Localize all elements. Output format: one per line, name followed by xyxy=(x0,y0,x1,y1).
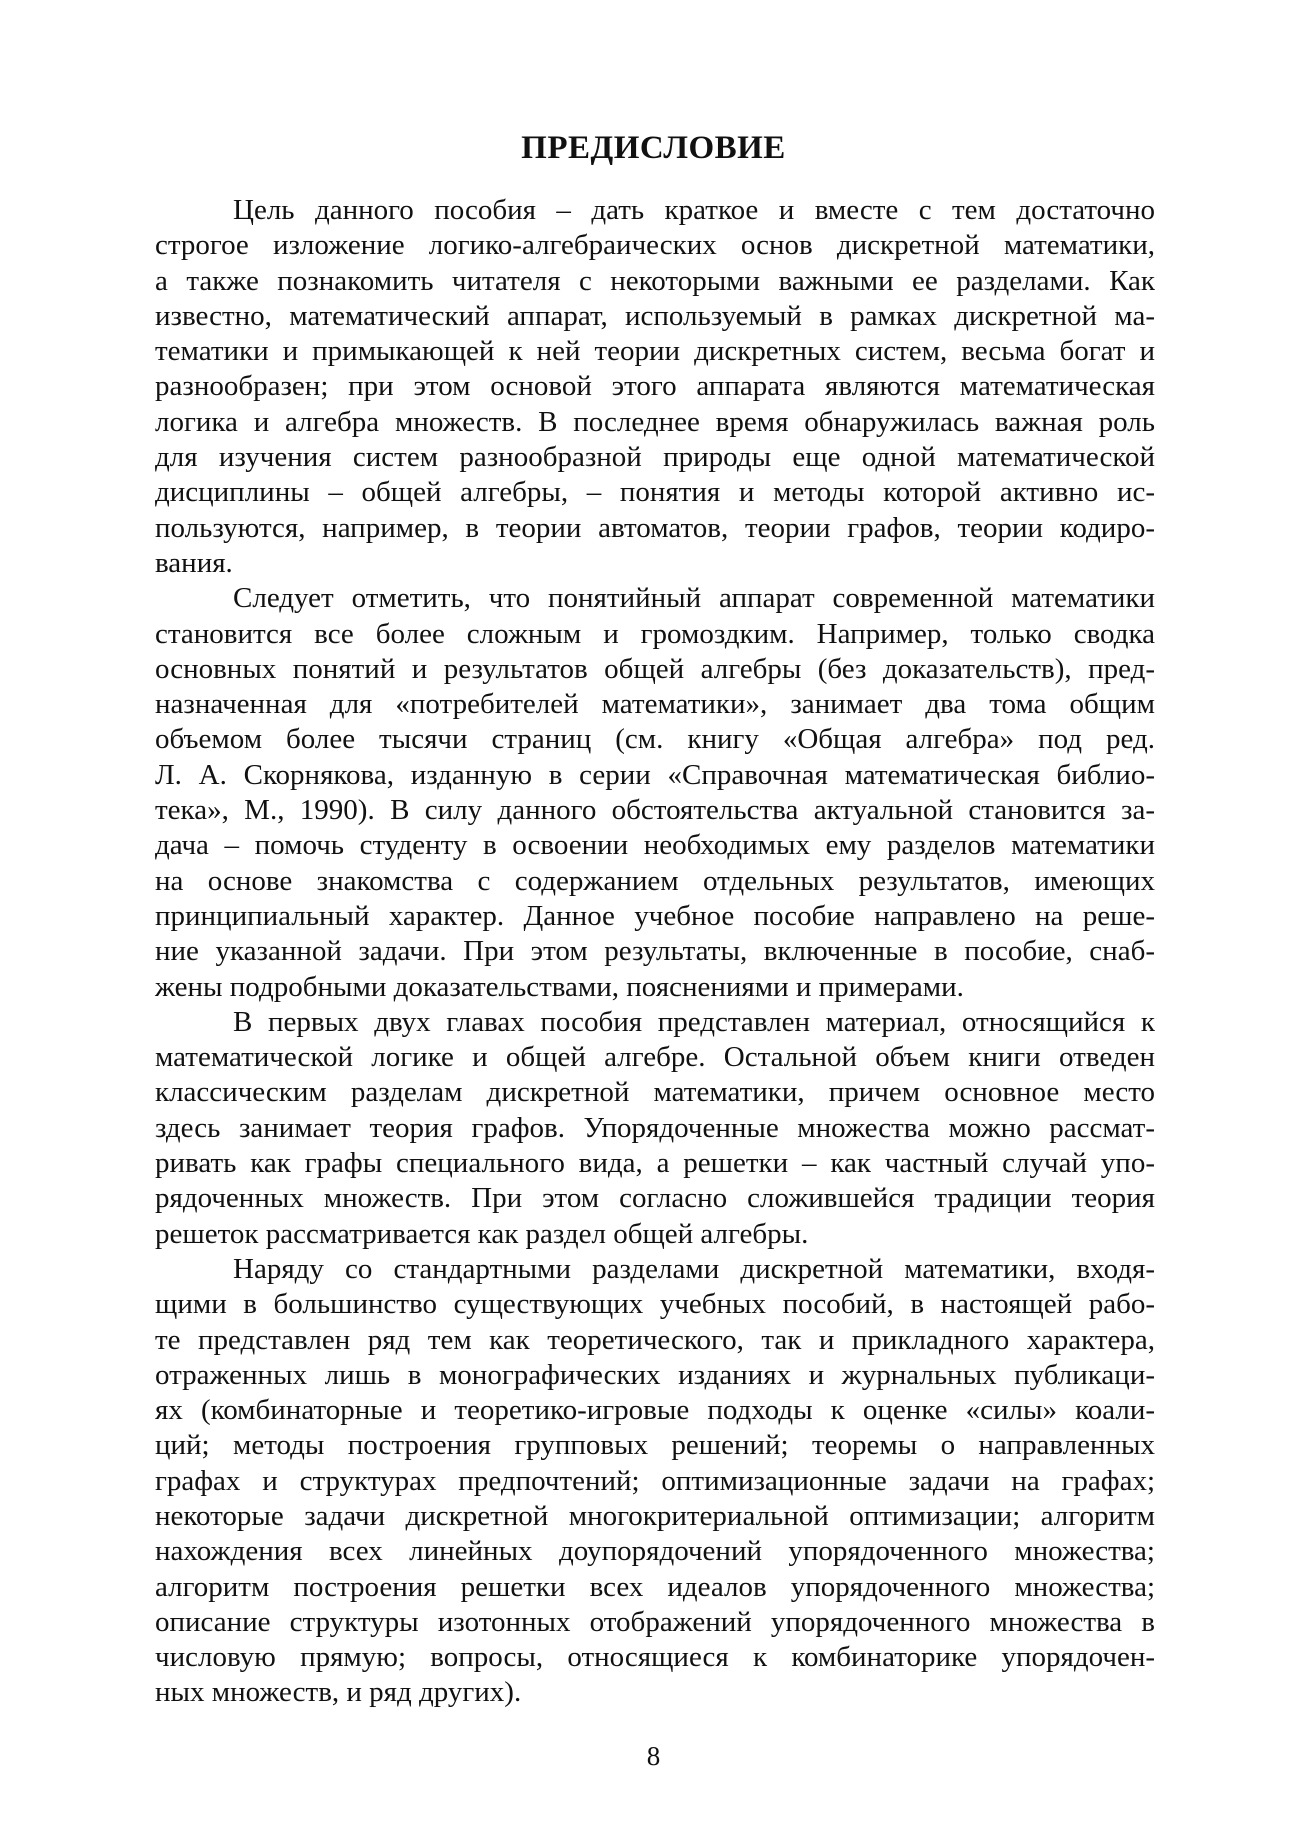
paragraph xyxy=(155,193,1155,581)
paragraph xyxy=(155,1005,1155,1252)
text-line: ях (комбинаторные и теоретико-игровые подходы к оценке «силы» коали- xyxy=(155,1394,1155,1427)
text-line: ных множеств, и ряд других). xyxy=(155,1676,522,1709)
text-line: ние указанной задачи. При этом результаты, включенные в пособие, снаб- xyxy=(155,935,1155,968)
text-line: тематики и примыкающей к ней теории дискретных систем, весьма богат и xyxy=(155,335,1155,368)
text-line: тека», М., 1990). В силу данного обстоятельства актуальной становится за- xyxy=(155,794,1155,827)
text-line: описание структуры изотонных отображений упорядоченного множества в xyxy=(155,1605,1155,1638)
text-line: щими в большинство существующих учебных пособий, в настоящей рабо- xyxy=(155,1288,1155,1321)
text-line: ривать как графы специального вида, а решетки – как частный случай упо- xyxy=(155,1147,1155,1180)
text-line: те представлен ряд тем как теоретического, так и прикладного характера, xyxy=(155,1323,1155,1356)
paragraph xyxy=(155,581,1155,1005)
paragraph xyxy=(155,1252,1155,1711)
text-line: Цель данного пособия – дать краткое и вместе с тем достаточно xyxy=(233,194,1155,226)
text-line: для изучения систем разнообразной природы еще одной математической xyxy=(155,441,1155,474)
text-line: Следует отметить, что понятийный аппарат современной математики xyxy=(233,582,1155,615)
text-line: строгое изложение логико-алгебраических основ дискретной математики, xyxy=(155,229,1155,262)
text-line: В первых двух главах пособия представлен материал, относящийся к xyxy=(233,1005,1155,1038)
text-line: ций; методы построения групповых решений; теоремы о направленных xyxy=(155,1429,1155,1462)
text-line: жены подробными доказательствами, пояснениями и примерами. xyxy=(155,970,964,1003)
text-line: разнообразен; при этом основой этого аппарата являются математическая xyxy=(155,370,1155,403)
text-line: графах и структурах предпочтений; оптимизационные задачи на графах; xyxy=(155,1464,1155,1497)
text-line: некоторые задачи дискретной многокритериальной оптимизации; алгоритм xyxy=(155,1499,1155,1532)
text-line: классическим разделам дискретной математики, причем основное место xyxy=(155,1076,1155,1109)
text-line: пользуются, например, в теории автоматов, теории графов, теории кодиро- xyxy=(155,511,1155,544)
text-line: принципиальный характер. Данное учебное пособие направлено на реше- xyxy=(155,899,1155,932)
text-line: нахождения всех линейных доупорядочений упорядоченного множества; xyxy=(155,1535,1155,1568)
text-line: дача – помочь студенту в освоении необходимых ему разделов математики xyxy=(155,829,1155,862)
text-line: назначенная для «потребителей математики», занимает два тома общим xyxy=(155,688,1155,721)
text-line: вания. xyxy=(155,546,233,579)
text-line: Л. А. Скорнякова, изданную в серии «Справочная математическая библио- xyxy=(155,758,1155,791)
text-line: отраженных лишь в монографических изданиях и журнальных публикаци- xyxy=(155,1358,1155,1391)
text-line: здесь занимает теория графов. Упорядоченные множества можно рассмат- xyxy=(155,1111,1155,1144)
text-line: на основе знакомства с содержанием отдельных результатов, имеющих xyxy=(155,864,1155,897)
text-line: логика и алгебра множеств. В последнее время обнаружилась важная роль xyxy=(155,405,1155,438)
text-line: дисциплины – общей алгебры, – понятия и методы которой активно ис- xyxy=(155,476,1155,509)
text-line: основных понятий и результатов общей алгебры (без доказательств), пред- xyxy=(155,652,1155,685)
page-title: ПРЕДИСЛОВИЕ xyxy=(521,130,786,166)
text-line: числовую прямую; вопросы, относящиеся к комбинаторике упорядочен- xyxy=(155,1641,1155,1674)
text-line: рядоченных множеств. При этом согласно сложившейся традиции теория xyxy=(155,1182,1155,1215)
text-line: математической логике и общей алгебре. Остальной объем книги отведен xyxy=(155,1041,1155,1074)
page-number: 8 xyxy=(646,1741,661,1771)
text-line: известно, математический аппарат, используемый в рамках дискретной ма- xyxy=(155,299,1155,332)
text-line: объемом более тысячи страниц (см. книгу «Общая алгебра» под ред. xyxy=(155,723,1155,756)
text-line: решеток рассматривается как раздел общей алгебры. xyxy=(155,1217,809,1250)
text-line: Наряду со стандартными разделами дискретной математики, входя- xyxy=(233,1252,1155,1285)
text-line: а также познакомить читателя с некоторыми важными ее разделами. Как xyxy=(155,264,1155,297)
text-line: становится все более сложным и громоздким. Например, только сводка xyxy=(155,617,1155,650)
document-body xyxy=(155,193,1155,1711)
text-line: алгоритм построения решетки всех идеалов упорядоченного множества; xyxy=(155,1570,1155,1603)
